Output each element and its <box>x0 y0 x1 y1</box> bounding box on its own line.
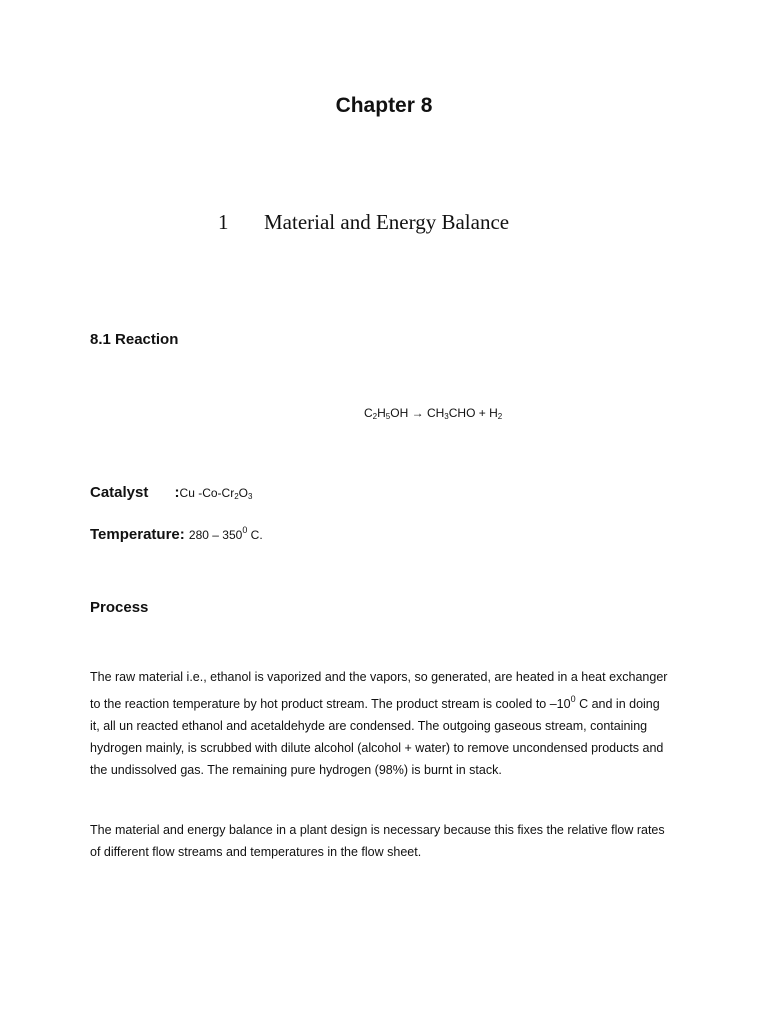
section-heading <box>218 210 509 235</box>
temperature-value: $280 - 350^0$ C. <box>188 525 263 542</box>
reaction-section-title: 8.1 Reaction <box>90 331 179 348</box>
temperature-row <box>90 525 263 543</box>
catalyst-value: Cu $-Co-Cr_2O_3$ <box>179 486 253 501</box>
catalyst-row: Catalyst :Cu $-Co-Cr_2O_3$ <box>90 484 253 501</box>
chapter-title: Chapter 8 <box>335 94 433 117</box>
process-title: Process <box>90 599 149 616</box>
arrow-icon: → <box>411 406 424 420</box>
heading-number: 1 <box>218 210 229 234</box>
catalyst-label: Catalyst <box>90 484 149 501</box>
reaction-equation: $C_2H_5OH \to CH_3CHO + H_2$ <box>364 406 503 421</box>
heading-title: Material and Energy Balance <box>264 210 510 234</box>
process-paragraph-1: The raw material i.e., ethanol is vaporized and the vapors, so generated, are heated in a heat exchanger to the reaction temperature by hot product stream. The product stream is cooled to $-10^0$ C and in doing it, all un reacted ethanol and acetaldehyde are condensed. The outgoing gaseous stream, containing hydrogen mainly, is scrubbed with dilute alcohol (alcohol + water) to remove uncondensed products and the undissolved gas. The remaining pure hydrogen (98%) is burnt in stack. <box>90 670 668 777</box>
temperature-label: Temperature: <box>90 526 185 543</box>
process-paragraph-2: The material and energy balance in a plant design is necessary because this fixes the relative flow rates of different flow streams and temperatures in the flow sheet. <box>90 823 665 859</box>
